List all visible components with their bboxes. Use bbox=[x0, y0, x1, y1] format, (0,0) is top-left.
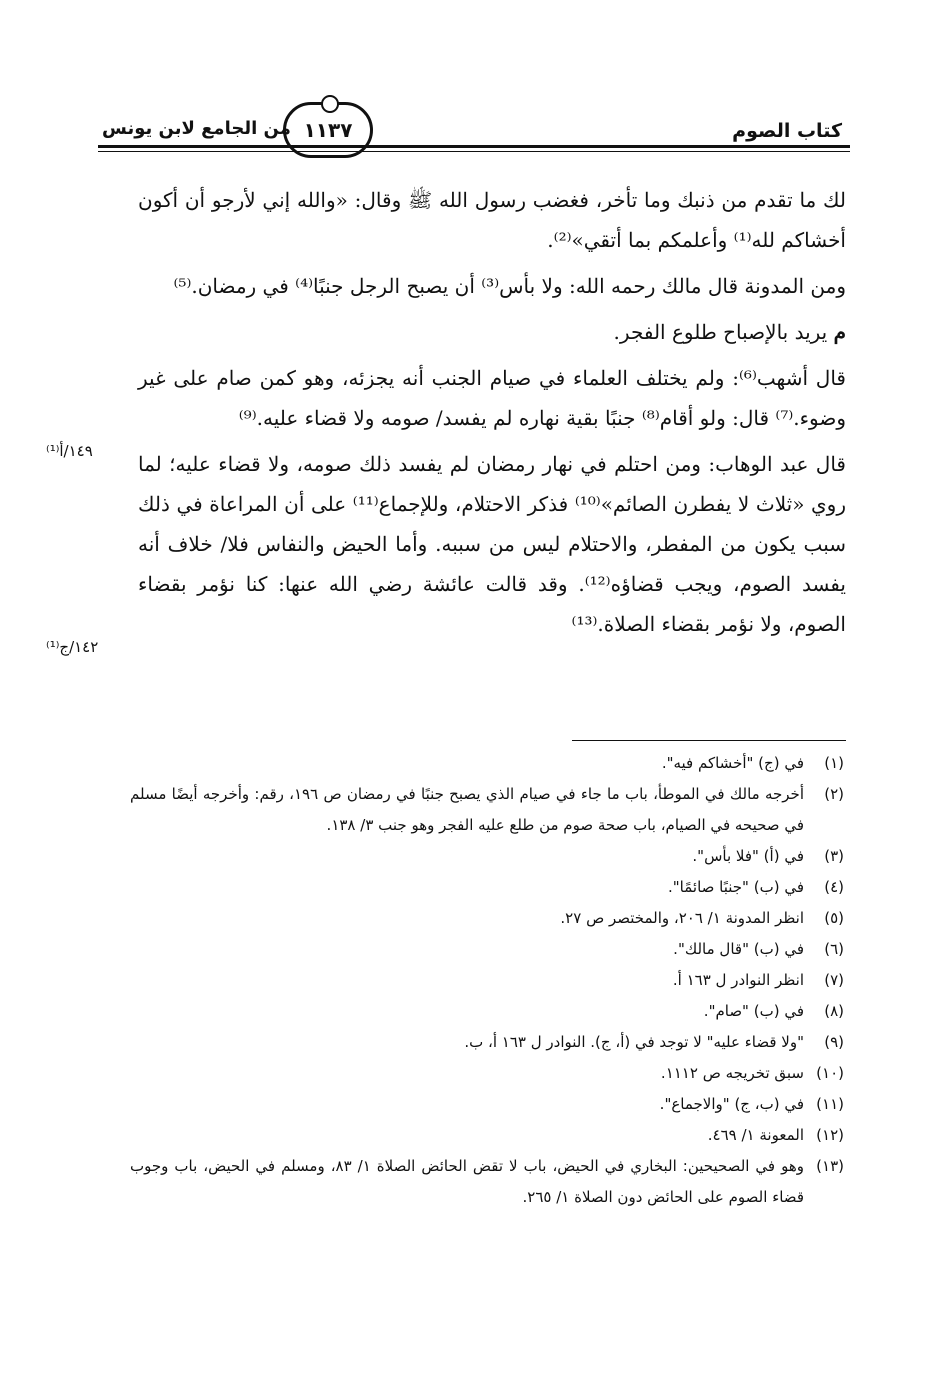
chapter-title: كتاب الصوم bbox=[732, 120, 842, 142]
footnote-text: في (ب، ج) "والاجماع". bbox=[659, 1095, 804, 1113]
footnote-number: (٤) bbox=[824, 878, 844, 896]
footnote bbox=[130, 1120, 844, 1151]
footnote-text: سبق تخريجه ص ١١١٢. bbox=[660, 1064, 804, 1082]
footnote-text: في (ب) "صام". bbox=[703, 1002, 804, 1020]
paragraph: ومن المدونة قال مالك رحمه الله: ولا بأس⁽³⁾ أن يصبح الرجل جنبًا⁽⁴⁾ في رمضان.⁽⁵⁾ bbox=[173, 274, 846, 298]
footnote bbox=[130, 996, 844, 1027]
footnote-number: (٢) bbox=[824, 785, 844, 803]
footnote-text: في (أ) "فلا بأس". bbox=[692, 847, 804, 865]
commentary-marker: م bbox=[833, 320, 846, 344]
footnote-text: في (ب) "جنبًا صائمًا". bbox=[668, 878, 804, 896]
footnote-text: أخرجه مالك في الموطأ، باب ما جاء في صيام الذي يصبح جنبًا في رمضان ص ١٩٦، رقم: وأخرجه أيضًا مسلم في صحيحه في الصيام، باب صحة صوم من طلع عليه الفجر وهو جنب ٣/ ١٣٨. bbox=[130, 785, 804, 834]
paragraph bbox=[138, 312, 846, 352]
footnote bbox=[130, 903, 844, 934]
main-text bbox=[138, 180, 846, 650]
footnote-text: "ولا قضاء عليه" لا توجد في (أ، ج). النوادر ل ١٦٣ أ، ب. bbox=[464, 1033, 804, 1051]
footnote bbox=[130, 748, 844, 779]
footnote-number: (١٣) bbox=[816, 1157, 844, 1175]
footnote bbox=[130, 1151, 844, 1213]
footnote-number: (٦) bbox=[824, 940, 844, 958]
footnote-number: (١٢) bbox=[816, 1126, 844, 1144]
footnote bbox=[130, 1027, 844, 1058]
paragraph: قال أشهب⁽⁶⁾: ولم يختلف العلماء في صيام الجنب أنه يجزئه، وهو كمن صام على غير وضوء.⁽⁷⁾ قال: ولو أقام⁽⁸⁾ جنبًا بقية نهاره لم يفسد/ صومه ولا قضاء عليه.⁽⁹⁾ bbox=[138, 366, 846, 430]
footnote-text: انظر النوادر ل ١٦٣ أ. bbox=[672, 971, 804, 989]
footnote-text: في (ب) "قال مالك". bbox=[673, 940, 804, 958]
footnote-number: (٥) bbox=[824, 909, 844, 927]
footnote bbox=[130, 872, 844, 903]
footnote-number: (١) bbox=[824, 754, 844, 772]
footnote-text: انظر المدونة ١/ ٢٠٦، والمختصر ص ٢٧. bbox=[560, 909, 804, 927]
page-number-medallion bbox=[283, 102, 373, 158]
margin-ref: ١٤٩/أ⁽¹⁾ bbox=[46, 442, 93, 460]
footnote bbox=[130, 965, 844, 996]
footnote-number: (١٠) bbox=[816, 1064, 844, 1082]
footnote-number: (٧) bbox=[824, 971, 844, 989]
paragraph: قال عبد الوهاب: ومن احتلم في نهار رمضان لم يفسد ذلك صومه، ولا قضاء عليه؛ لما روي «ثلاث لا يفطرن الصائم»⁽¹⁰⁾ فذكر الاحتلام، وللإجماع⁽¹¹⁾ على أن المراعاة في ذلك سبب يكون من المفطر، والاحتلام ليس من سببه. وأما الحيض والنفاس فلا/ خلاف أنه يفسد الصوم، ويجب قضاؤه⁽¹²⁾. وقد قالت عائشة رضي الله عنها: كنا نؤمر بقضاء الصوم، ولا نؤمر بقضاء الصلاة.⁽¹³⁾ bbox=[138, 452, 846, 636]
margin-ref: ١٤٢/ج⁽¹⁾ bbox=[46, 638, 99, 656]
page-number: ١١٣٧ bbox=[303, 118, 353, 142]
header-rule bbox=[98, 145, 850, 148]
footnote bbox=[130, 1089, 844, 1120]
header-rule-thin bbox=[98, 151, 850, 152]
footnote-separator bbox=[572, 740, 846, 741]
paragraph: لك ما تقدم من ذنبك وما تأخر، فغضب رسول الله ﷺ وقال: «والله إني لأرجو أن أكون أخشاكم لله⁽¹⁾ وأعلمكم بما أتقي»⁽²⁾. bbox=[138, 188, 846, 252]
footnote-number: (٨) bbox=[824, 1002, 844, 1020]
footnote bbox=[130, 1058, 844, 1089]
footnote-number: (١١) bbox=[816, 1095, 844, 1113]
footnote bbox=[130, 841, 844, 872]
footnote-number: (٩) bbox=[824, 1033, 844, 1051]
footnote-text: في (ج) "أخشاكم فيه". bbox=[661, 754, 804, 772]
footnotes bbox=[130, 748, 844, 1213]
footnote bbox=[130, 779, 844, 841]
book-title: من الجامع لابن يونس bbox=[102, 118, 291, 139]
footnote-text: المعونة ١/ ٤٦٩. bbox=[707, 1126, 804, 1144]
footnote bbox=[130, 934, 844, 965]
footnote-number: (٣) bbox=[824, 847, 844, 865]
paragraph-text: يريد بالإصباح طلوع الفجر. bbox=[613, 320, 828, 344]
footnote-text: وهو في الصحيحين: البخاري في الحيض، باب لا تقض الحائض الصلاة ١/ ٨٣، ومسلم في الحيض، باب وجوب قضاء الصوم على الحائض دون الصلاة ١/ ٢٦٥. bbox=[130, 1157, 805, 1206]
